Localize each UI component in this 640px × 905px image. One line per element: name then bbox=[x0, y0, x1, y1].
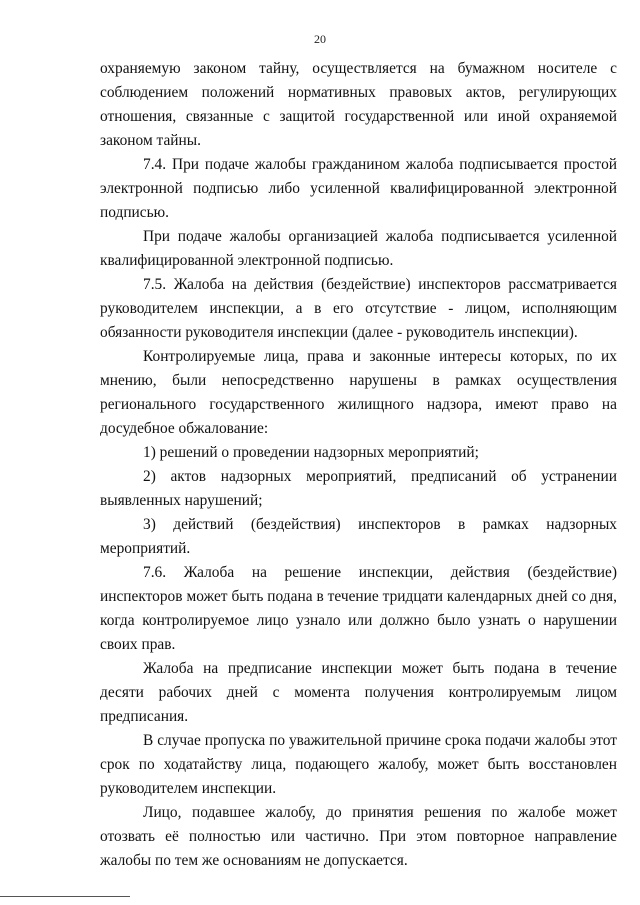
list-item-1: 1) решений о проведении надзорных мероприятий; bbox=[143, 444, 479, 461]
footer-divider bbox=[0, 896, 130, 897]
paragraph-7-6: 7.6. Жалоба на решение инспекции, действия (бездействие) инспекторов может быть подана в течение тридцати календарных дней со дня, когда контролируемое лицо узнало или должно было узнать о нарушении своих прав. bbox=[100, 564, 617, 653]
document-body bbox=[100, 57, 617, 873]
paragraph-7-5: 7.5. Жалоба на действия (бездействие) инспекторов рассматривается руководителем инспекции, а в его отсутствие - лицом, исполняющим обязанности руководителя инспекции (далее - руководитель инспекции). bbox=[100, 276, 617, 341]
paragraph-prescription-deadline: Жалоба на предписание инспекции может быть подана в течение десяти рабочих дней с момента получения контролируемым лицом предписания. bbox=[100, 660, 617, 725]
page-number: 20 bbox=[314, 32, 326, 46]
paragraph-continuation: охраняемую законом тайну, осуществляется на бумажном носителе с соблюдением положений нормативных правовых актов, регулирующих отношения, связанные с защитой государственной или иной охраняемой законом тайны. bbox=[100, 60, 617, 149]
list-item-2: 2) актов надзорных мероприятий, предписаний об устранении выявленных нарушений; bbox=[100, 468, 617, 509]
list-item-3: 3) действий (бездействия) инспекторов в рамках надзорных мероприятий. bbox=[100, 516, 617, 557]
paragraph-complaint-withdrawal: Лицо, подавшее жалобу, до принятия решения по жалобе может отозвать её полностью или частично. При этом повторное направление жалобы по тем же основаниям не допускается. bbox=[100, 804, 617, 869]
paragraph-7-4: 7.4. При подаче жалобы гражданином жалоба подписывается простой электронной подписью либо усиленной квалифицированной электронной подписью. bbox=[100, 156, 617, 221]
paragraph-organization-signature: При подаче жалобы организацией жалоба подписывается усиленной квалифицированной электронной подписью. bbox=[100, 228, 617, 269]
paragraph-right-to-appeal: Контролируемые лица, права и законные интересы которых, по их мнению, были непосредственно нарушены в рамках осуществления регионального государственного жилищного надзора, имеют право на досудебное обжалование: bbox=[100, 348, 617, 437]
paragraph-deadline-restoration: В случае пропуска по уважительной причине срока подачи жалобы этот срок по ходатайству лица, подающего жалобу, может быть восстановлен руководителем инспекции. bbox=[100, 732, 617, 797]
